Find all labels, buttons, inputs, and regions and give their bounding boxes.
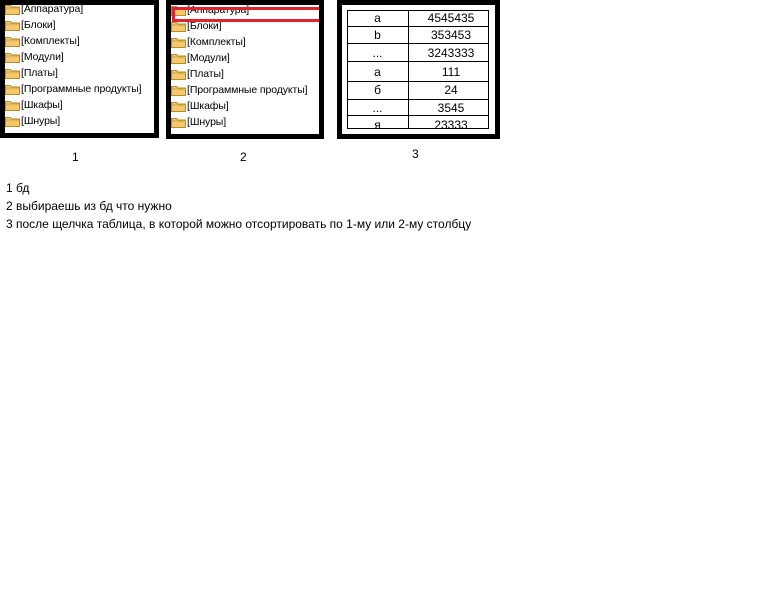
folder-icon bbox=[171, 37, 186, 48]
table-row[interactable] bbox=[347, 45, 489, 61]
folder-icon bbox=[171, 69, 186, 80]
explanation-notes bbox=[6, 179, 471, 233]
folder-label: [Программные продукты] bbox=[21, 83, 142, 95]
folder-item[interactable] bbox=[5, 1, 83, 17]
folder-icon bbox=[5, 84, 20, 95]
folder-item[interactable] bbox=[5, 17, 55, 33]
table-row[interactable] bbox=[347, 82, 489, 98]
folder-label: [Комплекты] bbox=[21, 35, 80, 47]
note-line: 2 выбираешь из бд что нужно bbox=[6, 199, 172, 213]
folder-item[interactable] bbox=[171, 82, 308, 98]
folder-tree bbox=[171, 5, 319, 134]
table-cell-key: а bbox=[374, 11, 381, 25]
folder-label: [Модули] bbox=[21, 51, 64, 63]
table-cell-value: 4545435 bbox=[427, 11, 475, 25]
caption-3: 3 bbox=[412, 147, 419, 161]
table-cell-value: 23333 bbox=[434, 118, 468, 132]
table-row[interactable] bbox=[347, 27, 489, 43]
folder-icon bbox=[171, 117, 186, 128]
folder-label: [Аппаратура] bbox=[187, 4, 250, 16]
folder-label: [Платы] bbox=[21, 67, 58, 79]
table-row[interactable] bbox=[347, 100, 489, 116]
table-cell-key: б bbox=[374, 83, 381, 97]
table-cell-key: я bbox=[374, 118, 381, 132]
folder-icon bbox=[5, 20, 20, 31]
folder-label: [Шкафы] bbox=[21, 99, 63, 111]
folder-item[interactable] bbox=[5, 33, 80, 49]
folder-icon bbox=[5, 68, 20, 79]
folder-item[interactable] bbox=[171, 50, 230, 66]
folder-label: [Аппаратура] bbox=[21, 3, 84, 15]
folder-item[interactable] bbox=[5, 65, 58, 81]
folder-icon bbox=[5, 116, 20, 127]
folder-icon bbox=[5, 4, 20, 15]
caption-1: 1 bbox=[72, 150, 79, 164]
folder-label: [Шкафы] bbox=[187, 100, 229, 112]
table-cell-key: ... bbox=[372, 46, 383, 60]
table-row[interactable] bbox=[347, 64, 489, 80]
table-row[interactable] bbox=[347, 10, 489, 26]
folder-icon bbox=[5, 52, 20, 63]
result-table-panel bbox=[337, 0, 500, 139]
folder-label: [Шнуры] bbox=[21, 115, 61, 127]
table-cell-key: а bbox=[374, 65, 381, 79]
folder-icon bbox=[171, 101, 186, 112]
folder-item[interactable] bbox=[5, 113, 60, 129]
table-row[interactable] bbox=[347, 117, 489, 133]
folder-icon bbox=[5, 100, 20, 111]
database-tree-panel bbox=[0, 0, 159, 138]
table-cell-value: 3545 bbox=[437, 101, 465, 115]
folder-label: [Шнуры] bbox=[187, 116, 227, 128]
folder-icon bbox=[171, 53, 186, 64]
note-line: 1 бд bbox=[6, 181, 30, 195]
folder-item[interactable] bbox=[171, 34, 246, 50]
folder-item[interactable] bbox=[171, 66, 224, 82]
folder-item[interactable] bbox=[171, 114, 226, 130]
folder-label: [Платы] bbox=[187, 68, 224, 80]
folder-label: [Модули] bbox=[187, 52, 230, 64]
folder-label: [Программные продукты] bbox=[187, 84, 308, 96]
folder-icon bbox=[171, 85, 186, 96]
folder-item[interactable] bbox=[5, 49, 64, 65]
table-cell-value: 3243333 bbox=[427, 46, 475, 60]
table-cell-value: 353453 bbox=[430, 28, 472, 42]
table-cell-key: b bbox=[374, 28, 381, 42]
folder-icon bbox=[171, 21, 186, 32]
folder-icon bbox=[5, 36, 20, 47]
folder-tree bbox=[5, 5, 154, 133]
selection-tree-panel bbox=[166, 0, 324, 139]
folder-item[interactable] bbox=[5, 81, 142, 97]
table-cell-value: 24 bbox=[444, 83, 458, 97]
folder-label: [Блоки] bbox=[21, 19, 56, 31]
caption-2: 2 bbox=[240, 150, 247, 164]
folder-item[interactable] bbox=[171, 98, 229, 114]
note-line: 3 после щелчка таблица, в которой можно отсортировать по 1-му или 2-му столбцу bbox=[6, 217, 472, 231]
folder-item[interactable] bbox=[5, 97, 63, 113]
folder-label: [Блоки] bbox=[187, 20, 222, 32]
table-cell-value: 111 bbox=[441, 65, 461, 79]
table-cell-key: ... bbox=[372, 101, 383, 115]
selection-highlight bbox=[172, 7, 324, 22]
folder-label: [Комплекты] bbox=[187, 36, 246, 48]
